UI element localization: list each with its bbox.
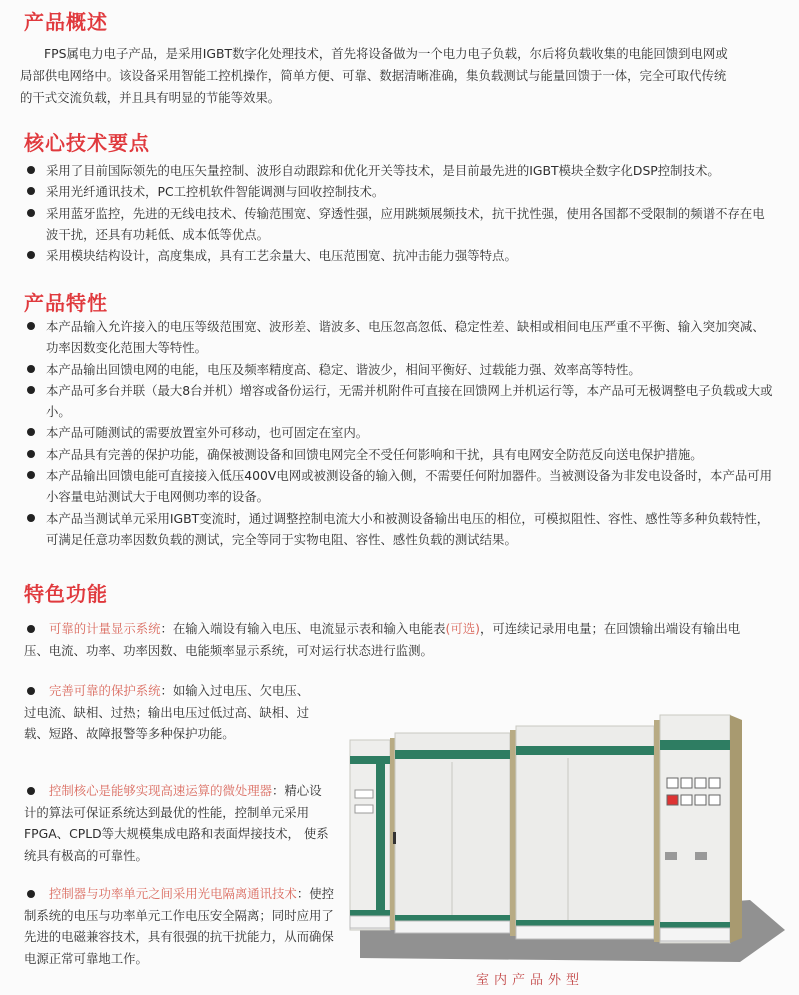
special-item-isolation: 控制器与功率单元之间采用光电隔离通讯技术：使控制系统的电压与功率单元工作电压安全隔离；同时应用了先进的电磁兼容技术，具有很强的抗干扰能力，从而确保电源正常可靠地工作。 [24,886,334,966]
bullet-icon [27,687,35,695]
bullet-icon [27,209,35,217]
list-item: 采用蓝牙监控，先进的无线电技术、传输范围宽、穿透性强，应用跳频展频技术，抗干扰性强，使用各国都不受限制的频谱不存在电波干扰，还具有功耗低、成本低等优点。 [24,203,776,246]
bullet-icon [27,787,35,795]
list-item: 采用了目前国际领先的电压矢量控制、波形自动跟踪和优化开关等技术，是目前最先进的IGBT模块全数字化DSP控制技术。 [24,160,776,181]
bullet-icon [27,187,35,195]
list-item: 采用模块结构设计，高度集成，具有工艺余量大、电压范围宽、抗冲击能力强等特点。 [24,245,776,266]
list-item: 本产品可多台并联（最大8台并机）增容或备份运行，无需并机附件可直接在回馈网上并机运行等，本产品可无极调整电子负载或大或小。 [24,380,776,423]
list-item: 本产品输入允许接入的电压等级范围宽、波形差、谐波多、电压忽高忽低、稳定性差、缺相或相间电压严重不平衡、输入突加突减、功率因数变化范围大等特性。 [24,316,776,359]
section-title-core-tech: 核心技术要点 [24,131,150,155]
cabinet-control [660,715,730,943]
special-item-metering: 可靠的计量显示系统：在输入端设有输入电压、电流显示表和输入电能表(可选)，可连续记录用电量；在回馈输出端设有输出电压、电流、功率、功率因数、电能频率显示系统，可对运行状态进行监测。 [24,621,741,658]
section-title-special: 特色功能 [24,582,108,606]
bullet-icon [27,450,35,458]
cabinet-side [730,715,742,943]
bullet-icon [27,322,35,330]
bullet-icon [27,514,35,522]
features-list [24,316,776,550]
list-item: 采用光纤通讯技术，PC工控机软件智能调测与回收控制技术。 [24,181,776,202]
bullet-icon [27,251,35,259]
list-item: 本产品输出回馈电能可直接接入低压400V电网或被测设备的输入侧，不需要任何附加器件。当被测设备为非发电设备时，本产品可用小容量电站测试大于电网侧功率的设备。 [24,465,776,508]
special-item-protection: 完善可靠的保护系统：如输入过电压、欠电压、过电流、缺相、过热；输出电压过低过高、缺相、过载、短路、故障报警等多种保护功能。 [24,683,310,741]
feature-highlight: 可靠的计量显示系统 [49,621,161,636]
overview-line-1: FPS属电力电子产品，是采用IGBT数字化处理技术，首先将设备做为一个电力电子负载，尔后将负载收集的电能回馈到电网或 [44,46,728,61]
list-item: 本产品输出回馈电网的电能，电压及频率精度高、稳定、谐波少，相间平衡好、过载能力强、效率高等特性。 [24,359,776,380]
bullet-icon [27,166,35,174]
bullet-icon [27,890,35,898]
special-item-processor: 控制核心是能够实现高速运算的微处理器：精心设计的算法可保证系统达到最优的性能，控制单元采用FPGA、CPLD等大规模集成电路和表面焊接技术， 使系统具有极高的可靠性。 [24,783,329,863]
product-photo [340,700,799,965]
list-item: 本产品当测试单元采用IGBT变流时，通过调整控制电流大小和被测设备输出电压的相位，可模拟阻性、容性、感性等多种负载特性，可满足任意功率因数负载的测试，完全等同于实物电阻、容性、感性负载的测试结果。 [24,508,776,551]
cabinet-trim [654,720,660,942]
list-item: 本产品可随测试的需要放置室外可移动，也可固定在室内。 [24,422,776,443]
bullet-icon [27,428,35,436]
photo-caption: 室内产品外型 [476,973,585,988]
section-title-features: 产品特性 [24,291,108,315]
section-title-overview: 产品概述 [24,10,108,34]
cabinet-middle-right [516,726,654,939]
bullet-icon [27,386,35,394]
core-tech-list [24,160,776,266]
cabinet-left [350,740,390,930]
bullet-icon [27,471,35,479]
optional-tag: (可选) [445,621,480,636]
bullet-icon [27,365,35,373]
feature-highlight: 控制器与功率单元之间采用光电隔离通讯技术 [49,886,297,901]
feature-highlight: 控制核心是能够实现高速运算的微处理器 [49,783,273,798]
cabinet-middle-left [393,733,510,933]
bullet-icon [27,625,35,633]
feature-highlight: 完善可靠的保护系统 [49,683,161,698]
overview-line-3: 的干式交流负载，并且具有明显的节能等效果。 [20,90,281,105]
cabinet-trim [510,730,516,936]
list-item: 本产品具有完善的保护功能，确保被测设备和回馈电网完全不受任何影响和干扰，具有电网安全防范反向送电保护措施。 [24,444,776,465]
overview-line-2: 局部供电网络中。该设备采用智能工控机操作，简单方便、可靠、数据清晰准确，集负载测试与能量回馈于一体，完全可取代传统 [20,68,727,83]
